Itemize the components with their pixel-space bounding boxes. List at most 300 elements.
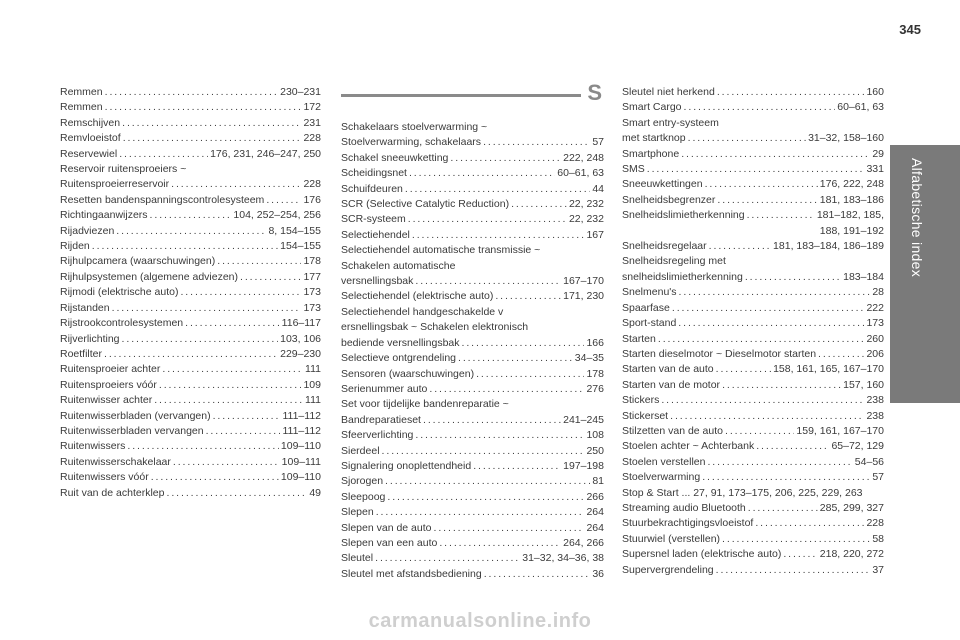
index-entry-leader xyxy=(439,536,561,551)
index-entry-term: Reservewiel xyxy=(60,147,118,160)
index-entry-term: Sjorogen xyxy=(341,475,384,488)
index-entry-leader xyxy=(495,289,561,304)
index-entry-leader xyxy=(458,351,573,366)
index-entry xyxy=(622,239,884,254)
index-entry-pages: 57 xyxy=(872,471,884,484)
index-entry xyxy=(622,85,884,100)
index-entry xyxy=(622,332,884,347)
index-entry-pages: 22, 232 xyxy=(568,213,604,226)
index-entry-term: Rijstrookcontrolesystemen xyxy=(60,317,184,330)
index-entry-term: Stop & Start ... 27, 91, 173–175, 206, 225, 229, 263 xyxy=(622,486,863,499)
index-entry-pages: 171, 230 xyxy=(563,290,604,303)
index-entry-leader xyxy=(266,193,301,208)
index-entry-leader xyxy=(678,316,864,331)
index-entry xyxy=(622,362,884,377)
index-entry xyxy=(622,162,884,177)
index-entry-leader xyxy=(122,116,301,131)
index-entry-text: Schakelen automatische xyxy=(341,259,456,272)
letter-heading-rule xyxy=(341,94,581,97)
index-entry xyxy=(622,424,884,439)
index-entry-term: Sleutel met afstandsbediening xyxy=(341,567,482,580)
index-entry-term: Remvloeistof xyxy=(60,132,121,145)
index-entry-pages: 58 xyxy=(872,532,884,545)
index-entry-leader xyxy=(725,424,794,439)
index-entry-pages: 181, 183–184, 186–189 xyxy=(773,240,884,253)
index-entry-pages: 31–32, 158–160 xyxy=(808,132,884,145)
index-entry-pages: 183–184 xyxy=(843,270,884,283)
index-entry-text: Schakelaars stoelverwarming ~ xyxy=(341,121,488,133)
index-entry xyxy=(60,378,321,393)
index-column-2 xyxy=(341,120,604,582)
index-entry xyxy=(60,301,321,316)
index-entry-leader xyxy=(122,332,279,347)
index-entry-term: Resetten bandenspanningscontrolesysteem xyxy=(60,193,265,206)
index-entry-leader xyxy=(483,135,590,150)
index-entry-pages: 44 xyxy=(592,182,604,195)
index-entry-term: Spaarfase xyxy=(622,301,670,314)
index-entry-pages: 266 xyxy=(586,490,604,503)
index-entry-term: met startknop xyxy=(622,132,686,145)
index-entry-leader xyxy=(423,413,561,428)
index-entry-term: Ruitenwissers xyxy=(60,440,126,453)
index-entry-term: Rijhulpsystemen (algemene adviezen) xyxy=(60,270,239,283)
index-entry-leader xyxy=(180,285,301,300)
index-entry xyxy=(622,455,884,470)
index-entry-leader xyxy=(415,428,584,443)
index-entry-pages: 228 xyxy=(303,132,321,145)
index-entry-pages: 103, 106 xyxy=(280,332,321,345)
index-entry-pages: 167–170 xyxy=(563,275,604,288)
index-entry-leader xyxy=(127,439,279,454)
index-entry xyxy=(341,505,604,520)
index-entry-pages: 264 xyxy=(586,506,604,519)
index-entry xyxy=(341,444,604,459)
index-entry-pages: 173 xyxy=(866,317,884,330)
index-entry-term: Richtingaanwijzers xyxy=(60,209,148,222)
index-entry xyxy=(622,285,884,300)
index-entry-pages: 285, 299, 327 xyxy=(819,501,884,514)
index-entry-term: Slepen van de auto xyxy=(341,521,432,534)
index-entry-leader xyxy=(450,151,561,166)
index-entry-leader xyxy=(123,131,302,146)
index-entry-leader xyxy=(409,166,555,181)
index-entry-term: Selectiehendel xyxy=(341,228,410,241)
index-entry-pages: 176 xyxy=(303,193,321,206)
index-entry-pages: 109–110 xyxy=(280,440,321,453)
index-entry-term: Smartphone xyxy=(622,147,680,160)
index-entry-pages: 264, 266 xyxy=(563,536,604,549)
index-entry xyxy=(60,270,321,285)
index-entry-term: Sneeuwkettingen xyxy=(622,178,703,191)
index-entry xyxy=(341,351,604,366)
index-entry xyxy=(341,474,604,489)
index-entry-leader xyxy=(709,239,771,254)
index-entry-pages: 34–35 xyxy=(574,352,604,365)
index-entry-pages: 176, 231, 246–247, 250 xyxy=(210,147,321,160)
index-entry xyxy=(622,409,884,424)
index-entry-term: Ruitensproeier achter xyxy=(60,363,161,376)
index-entry xyxy=(60,486,321,501)
index-entry-pages: 111 xyxy=(305,363,321,376)
index-entry-pages: 104, 252–254, 256 xyxy=(233,209,321,222)
index-entry-leader xyxy=(92,239,278,254)
index-entry xyxy=(341,197,604,212)
index-entry-leader xyxy=(818,347,864,362)
index-entry-term: Starten van de auto xyxy=(622,363,714,376)
index-entry xyxy=(341,289,604,304)
index-entry-leader xyxy=(705,177,818,192)
index-entry-leader xyxy=(756,439,829,454)
index-entry-pages: 230–231 xyxy=(280,86,321,98)
index-entry xyxy=(341,182,604,197)
index-entry xyxy=(60,424,321,439)
index-entry xyxy=(60,224,321,239)
index-entry xyxy=(622,147,884,162)
index-entry-leader xyxy=(105,100,302,115)
index-entry-leader xyxy=(679,285,871,300)
index-entry xyxy=(341,536,604,551)
index-entry-term: Ruitenwissers vóór xyxy=(60,471,149,484)
index-entry xyxy=(341,166,604,181)
index-entry-pages: 111–112 xyxy=(282,424,321,437)
index-entry xyxy=(60,254,321,269)
index-entry-pages: 31–32, 34–36, 38 xyxy=(522,552,604,565)
index-entry-pages: 178 xyxy=(586,367,604,380)
index-entry xyxy=(341,274,604,289)
index-entry-pages: 172 xyxy=(303,101,321,114)
index-entry-term: Smart Cargo xyxy=(622,101,682,114)
index-entry xyxy=(341,567,604,582)
index-entry-term: Schakel sneeuwketting xyxy=(341,151,449,164)
index-entry-term: Remschijven xyxy=(60,116,121,129)
index-entry xyxy=(60,409,321,424)
index-entry-pages: 231 xyxy=(303,116,321,129)
index-entry-leader xyxy=(173,455,280,470)
index-entry-term: Snelheidsregelaar xyxy=(622,240,707,253)
index-entry-term: Sport-stand xyxy=(622,317,677,330)
index-entry-leader xyxy=(473,459,561,474)
index-entry-leader xyxy=(154,393,303,408)
index-entry-term: Ruitenwisserbladen (vervangen) xyxy=(60,409,211,422)
index-entry xyxy=(60,239,321,254)
index-entry xyxy=(622,378,884,393)
index-entry-leader xyxy=(415,274,561,289)
index-column-1 xyxy=(60,85,321,501)
index-entry-pages: 111 xyxy=(305,394,321,407)
index-entry xyxy=(60,439,321,454)
index-entry xyxy=(622,131,884,146)
index-entry xyxy=(341,459,604,474)
index-entry-pages: 166 xyxy=(586,336,604,349)
index-entry xyxy=(60,85,321,100)
index-entry-term: Snelheidsbegrenzer xyxy=(622,193,716,206)
index-entry-leader xyxy=(382,444,585,459)
index-entry-pages: 181, 183–186 xyxy=(819,193,884,206)
index-entry-term: Stoelverwarming, schakelaars xyxy=(341,136,482,149)
index-entry-leader xyxy=(171,177,301,192)
index-entry xyxy=(622,563,884,578)
index-entry-pages: 159, 161, 167–170 xyxy=(796,424,884,437)
index-entry-term: snelheidslimietherkenning xyxy=(622,270,743,283)
index-entry-term: Rijadviezen xyxy=(60,224,115,237)
index-entry-pages: 228 xyxy=(303,178,321,191)
index-entry-term: bediende versnellingsbak xyxy=(341,336,460,349)
index-entry-leader xyxy=(206,424,281,439)
index-entry-pages: 276 xyxy=(586,382,604,395)
index-entry xyxy=(622,347,884,362)
index-entry-pages: 8, 154–155 xyxy=(268,224,321,237)
index-entry-term: Supersnel laden (elektrische auto) xyxy=(622,548,782,561)
index-entry xyxy=(622,208,884,223)
index-entry-term: Roetfilter xyxy=(60,347,103,360)
index-entry-leader xyxy=(647,162,865,177)
index-entry-term: Rijden xyxy=(60,240,90,253)
index-entry-leader xyxy=(434,521,585,536)
index-entry-term: Ruitensproeiers vóór xyxy=(60,378,157,391)
index-entry-term: SMS xyxy=(622,163,645,176)
index-entry-pages: 218, 220, 272 xyxy=(819,548,884,561)
index-entry-leader xyxy=(783,547,817,562)
index-entry-leader xyxy=(717,193,817,208)
index-entry-leader xyxy=(385,474,590,489)
index-entry-term: Snelheidslimietherkenning xyxy=(622,209,745,222)
index-entry-term: Serienummer auto xyxy=(341,382,428,395)
index-entry-leader xyxy=(661,393,864,408)
index-entry xyxy=(60,131,321,146)
index-entry xyxy=(622,316,884,331)
index-entry-leader xyxy=(722,532,870,547)
index-entry xyxy=(60,193,321,208)
letter-heading-letter: S xyxy=(587,80,602,105)
index-entry-term: Rijstanden xyxy=(60,301,110,314)
letter-heading xyxy=(341,80,604,108)
index-entry-pages: 178 xyxy=(303,255,321,268)
index-entry xyxy=(622,501,884,516)
index-entry-term: Stoelen achter ~ Achterbank xyxy=(622,440,755,453)
index-entry xyxy=(341,428,604,443)
index-entry-leader xyxy=(670,409,864,424)
index-entry-leader xyxy=(159,378,302,393)
index-entry-leader xyxy=(376,505,585,520)
index-entry-pages: 181–182, 185, xyxy=(816,209,884,222)
index-entry-term: Snelmenu's xyxy=(622,286,677,299)
index-entry xyxy=(60,177,321,192)
index-entry-leader xyxy=(748,501,818,516)
index-entry xyxy=(341,382,604,397)
index-entry-leader xyxy=(151,470,279,485)
index-entry-pages: 229–230 xyxy=(280,347,321,360)
index-entry-term: Rijmodi (elektrische auto) xyxy=(60,286,179,299)
index-entry-leader xyxy=(104,347,278,362)
index-entry-term: Stuurbekrachtigingsvloeistof xyxy=(622,517,754,530)
index-entry-leader xyxy=(658,332,865,347)
index-entry-term: Remmen xyxy=(60,101,103,114)
index-entry-term: versnellingsbak xyxy=(341,275,414,288)
index-entry-pages: 60–61, 63 xyxy=(557,167,604,180)
index-entry-leader xyxy=(387,490,584,505)
index-entry-leader xyxy=(476,367,584,382)
index-entry-term: Sleepoog xyxy=(341,490,386,503)
index-entry-leader xyxy=(717,85,865,100)
index-entry xyxy=(341,413,604,428)
index-entry-leader xyxy=(412,228,585,243)
index-entry-pages: 206 xyxy=(866,347,884,360)
index-entry-leader xyxy=(684,100,836,115)
index-entry-leader xyxy=(112,301,302,316)
index-entry-leader xyxy=(105,85,279,100)
index-entry-leader xyxy=(162,362,303,377)
page-number: 345 xyxy=(899,22,921,37)
index-entry-pages: 197–198 xyxy=(563,459,604,472)
index-entry-term: Stoelen verstellen xyxy=(622,455,706,468)
index-entry-leader xyxy=(681,147,870,162)
index-entry xyxy=(60,147,321,162)
index-entry xyxy=(622,486,884,501)
index-entry-text: ersnellingsbak ~ Schakelen elektronisch xyxy=(341,321,529,334)
index-entry-leader xyxy=(213,409,281,424)
index-entry-term: Remmen xyxy=(60,86,103,98)
index-entry-leader xyxy=(429,382,584,397)
index-entry-term: Ruitensproeierreservoir xyxy=(60,178,170,191)
section-tab-label: Alfabetische index xyxy=(909,158,925,278)
index-entry-term: Schuifdeuren xyxy=(341,182,403,195)
index-entry-term: Streaming audio Bluetooth xyxy=(622,501,746,514)
index-entry-pages: 228 xyxy=(866,517,884,530)
index-entry-term: Ruit van de achterklep xyxy=(60,486,165,499)
section-tab xyxy=(890,145,960,403)
index-entry-term: Bandreparatieset xyxy=(341,413,421,426)
index-entry-leader xyxy=(716,362,771,377)
index-entry xyxy=(60,116,321,131)
index-entry-term: Selectieve ontgrendeling xyxy=(341,352,456,365)
index-entry-pages: 177 xyxy=(303,270,321,283)
index-entry xyxy=(622,532,884,547)
index-entry-leader xyxy=(745,270,841,285)
index-entry-leader xyxy=(716,563,871,578)
index-entry xyxy=(60,455,321,470)
index-entry-pages: 22, 232 xyxy=(568,198,604,211)
index-entry-pages: 49 xyxy=(309,486,321,499)
index-entry xyxy=(622,516,884,531)
index-entry xyxy=(341,551,604,566)
index-entry-leader xyxy=(688,131,806,146)
index-entry-term: Starten van de motor xyxy=(622,378,721,391)
index-entry-pages: 173 xyxy=(303,301,321,314)
index-entry-text: Snelheidsregeling met xyxy=(622,255,726,268)
index-entry-term: Sfeerverlichting xyxy=(341,429,414,442)
index-entry-term: Rijverlichting xyxy=(60,332,120,345)
index-entry-pages: 37 xyxy=(872,563,884,576)
index-entry-pages: 108 xyxy=(586,429,604,442)
index-entry-leader xyxy=(240,270,301,285)
index-column-3 xyxy=(622,85,884,578)
index-entry-pages: 65–72, 129 xyxy=(831,440,884,453)
index-entry-pages: 109–111 xyxy=(281,455,321,468)
index-entry xyxy=(60,470,321,485)
index-entry-term: Sensoren (waarschuwingen) xyxy=(341,367,475,380)
index-entry xyxy=(622,100,884,115)
index-entry-pages: 157, 160 xyxy=(843,378,884,391)
index-entry-term: Stoelverwarming xyxy=(622,471,701,484)
index-entry xyxy=(622,393,884,408)
index-entry-term: Sierdeel xyxy=(341,444,380,457)
index-entry-text: Reservoir ruitensproeiers ~ xyxy=(60,163,187,176)
index-entry-term: Sleutel xyxy=(341,552,374,565)
index-entry-pages: 116–117 xyxy=(281,317,321,330)
index-entry-term: Ruitenwisserbladen vervangen xyxy=(60,424,204,437)
index-entry-leader xyxy=(747,208,815,223)
index-entry-leader xyxy=(119,147,208,162)
index-entry-pages: 238 xyxy=(866,409,884,422)
index-entry xyxy=(341,521,604,536)
index-entry-pages: 109 xyxy=(303,378,321,391)
index-entry-pages: 28 xyxy=(872,286,884,299)
watermark: carmanualsonline.info xyxy=(368,610,592,632)
index-entry-term: SCR-systeem xyxy=(341,213,406,226)
index-entry-pages: 167 xyxy=(586,228,604,241)
index-entry xyxy=(341,336,604,351)
index-entry-leader xyxy=(150,208,232,223)
index-entry-pages: 222, 248 xyxy=(563,151,604,164)
index-entry xyxy=(60,100,321,115)
index-entry xyxy=(622,177,884,192)
index-entry-pages: 154–155 xyxy=(280,240,321,253)
index-entry-term: Sleutel niet herkend xyxy=(622,86,715,98)
index-entry-leader xyxy=(484,567,591,582)
index-entry xyxy=(60,208,321,223)
index-entry xyxy=(341,135,604,150)
index-entry-leader xyxy=(375,551,520,566)
index-entry xyxy=(341,490,604,505)
index-entry-pages: 173 xyxy=(303,286,321,299)
index-entry-pages: 222 xyxy=(866,301,884,314)
index-entry xyxy=(622,439,884,454)
index-entry-leader xyxy=(511,197,567,212)
index-entry-pages: 158, 161, 165, 167–170 xyxy=(773,363,884,376)
index-entry-pages-continued: 188, 191–192 xyxy=(819,224,884,237)
index-entry xyxy=(341,151,604,166)
index-entry-term: Ruitenwisser achter xyxy=(60,394,153,407)
index-entry-leader xyxy=(462,336,585,351)
index-entry-term: Signalering onoplettendheid xyxy=(341,459,472,472)
index-entry-pages: 238 xyxy=(866,394,884,407)
index-entry-pages: 81 xyxy=(592,475,604,488)
index-entry-leader xyxy=(707,455,852,470)
index-entry-leader xyxy=(755,516,864,531)
index-entry-leader xyxy=(672,301,865,316)
index-entry-pages: 60–61, 63 xyxy=(837,101,884,114)
index-entry xyxy=(60,332,321,347)
index-entry-term: Stickers xyxy=(622,394,660,407)
index-entry-leader xyxy=(217,254,301,269)
index-entry-term: Stickerset xyxy=(622,409,669,422)
index-entry-text: Set voor tijdelijke bandenreparatie ~ xyxy=(341,398,509,411)
index-entry-text: Selectiehendel automatische transmissie ~ xyxy=(341,244,541,257)
index-entry-pages: 241–245 xyxy=(563,413,604,426)
index-entry-pages: 264 xyxy=(586,521,604,534)
index-entry xyxy=(622,270,884,285)
index-entry-term: Starten xyxy=(622,332,656,345)
index-entry-pages: 260 xyxy=(866,332,884,345)
index-entry xyxy=(341,212,604,227)
index-entry-term: Starten dieselmotor ~ Dieselmotor starten xyxy=(622,347,817,360)
index-entry-pages: 57 xyxy=(592,136,604,149)
index-entry-pages: 29 xyxy=(872,147,884,160)
index-entry-term: Stuurwiel (verstellen) xyxy=(622,532,721,545)
index-entry xyxy=(622,301,884,316)
index-entry-term: Ruitenwisserschakelaar xyxy=(60,455,171,468)
index-entry xyxy=(60,285,321,300)
